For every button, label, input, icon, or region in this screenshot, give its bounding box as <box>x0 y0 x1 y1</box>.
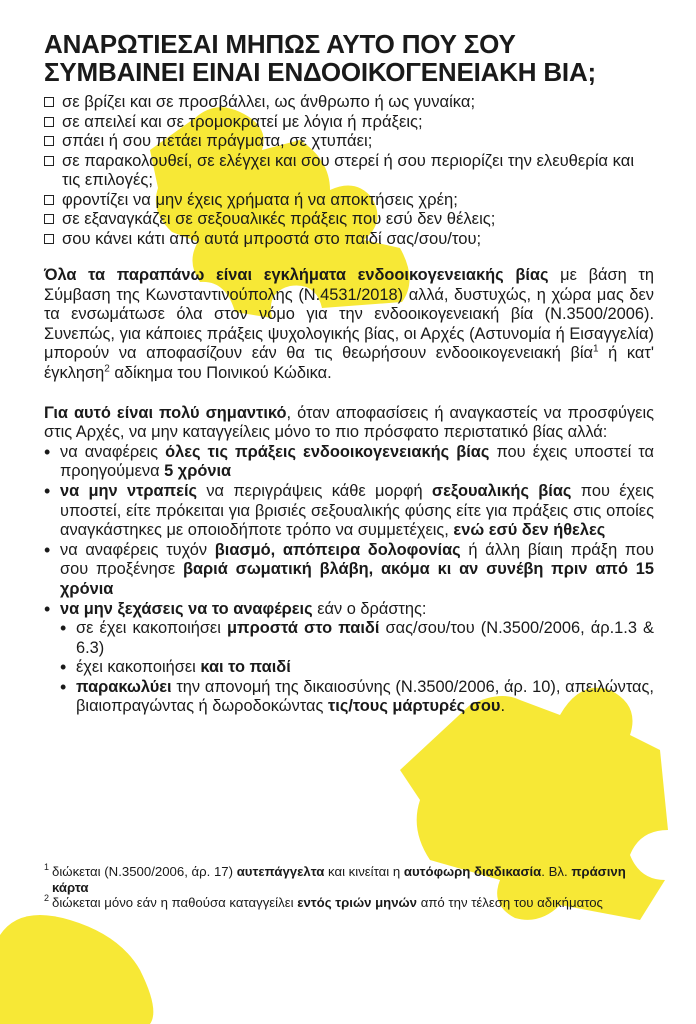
list-item: • να αναφέρεις τυχόν βιασμό, απόπειρα δολοφονίας ή άλλη βίαιη πράξη που σου προξένησε βαριά σωματική βλάβη, ακόμα κι αν συνέβη πριν από 15 χρόνια <box>44 541 654 600</box>
checkbox-icon[interactable] <box>44 156 54 166</box>
checklist-item[interactable]: σε απειλεί και σε τρομοκρατεί με λόγια ή πράξεις; <box>44 112 654 132</box>
sub-list-item: • έχει κακοποιήσει και το παιδί <box>60 658 654 678</box>
checkbox-icon[interactable] <box>44 234 54 244</box>
advice-list <box>44 443 654 717</box>
checklist-item[interactable]: σε εξαναγκάζει σε σεξουαλικές πράξεις που εσύ δεν θέλεις; <box>44 209 654 229</box>
footnote: 2 διώκεται μόνο εάν η παθούσα καταγγείλει εντός τριών μηνών από την τέλεση του αδικήματος <box>44 893 603 910</box>
checkbox-icon[interactable] <box>44 195 54 205</box>
checklist-item[interactable]: σε βρίζει και σε προσβάλλει, ως άνθρωπο ή ως γυναίκα; <box>44 92 654 112</box>
crimes-paragraph: Όλα τα παραπάνω είναι εγκλήματα ενδοοικογενειακής βίας με βάση τη Σύμβαση της Κωνσταντινούπολης (Ν.4531/2018) αλλά, δυστυχώς, η χώρα μας δεν τα ενσωμάτωσε όλα στον νόμο για την ενδοοικογενειακή βία (Ν.3500/2006). Συνεπώς, για κάποιες πράξεις ψυχολογικής βίας, οι Αρχές (Αστυνομία ή Εισαγγελία) μπορούν να αποφασίζουν εάν θα τις θεωρήσουν ενδοοικογενειακή βία$^1$ ή κατ' έγκληση$^2$ αδίκημα του Ποινικού Κώδικα. <box>44 266 654 382</box>
footnote-ref: 2 <box>104 363 110 375</box>
sub-list <box>60 619 654 717</box>
footnote: 1 διώκεται (Ν.3500/2006, άρ. 17) αυτεπάγγελτα και κινείται η αυτόφωρη διαδικασία. Βλ. πράσινη κάρτα <box>44 862 626 895</box>
list-item: • να μην ξεχάσεις να το αναφέρεις εάν ο δράστης: • σε έχει κακοποιήσει μπροστά στο παιδί σας/σου/του (Ν.3500/2006, άρ.1.3 & 6.3) • έχει κακοποιήσει και το παιδί • παρακωλύει την απονομή της δικαιοσύνης (Ν.3500/2006, άρ. 10), απειλώντας, βιαιοπραγώντας ή δωροδοκώντας τις/τους μάρτυρές σου. <box>44 600 654 718</box>
list-item: • να μην ντραπείς να περιγράψεις κάθε μορφή σεξουαλικής βίας που έχεις υποστεί, είτε πρόκειται για βρισιές σεξουαλικής φύσης είτε για πράξεις στις οποίες αναγκάστηκες με οποιοδήποτε τρόπο να συμμετέχεις, ενώ εσύ δεν ήθελες <box>44 482 654 541</box>
sub-list-item: • σε έχει κακοποιήσει μπροστά στο παιδί σας/σου/του (Ν.3500/2006, άρ.1.3 & 6.3) <box>60 619 654 658</box>
checkbox-icon[interactable] <box>44 214 54 224</box>
list-item: • να αναφέρεις όλες τις πράξεις ενδοοικογενειακής βίας που έχεις υποστεί τα προηγούμενα 5 χρόνια <box>44 443 654 482</box>
checklist-item[interactable]: φροντίζει να μην έχεις χρήματα ή να αποκτήσεις χρέη; <box>44 190 654 210</box>
footnotes <box>44 864 654 911</box>
footnote-ref: 1 <box>593 343 599 355</box>
checklist-item[interactable]: σε παρακολουθεί, σε ελέγχει και σου στερεί ή σου περιορίζει την ελευθερία και τις επιλογές; <box>44 151 654 190</box>
sub-list-item: • παρακωλύει την απονομή της δικαιοσύνης (Ν.3500/2006, άρ. 10), απειλώντας, βιαιοπραγώντας ή δωροδοκώντας τις/τους μάρτυρές σου. <box>60 678 654 717</box>
main-content <box>44 30 654 717</box>
checklist <box>44 92 654 248</box>
checkbox-icon[interactable] <box>44 136 54 146</box>
checklist-item[interactable]: σου κάνει κάτι από αυτά μπροστά στο παιδί σας/σου/του; <box>44 229 654 249</box>
importance-paragraph: Για αυτό είναι πολύ σημαντικό, όταν αποφασίσεις ή αναγκαστείς να προσφύγεις στις Αρχές, να μην καταγγείλεις μόνο το πιο πρόσφατο περιστατικό βίας αλλά: <box>44 403 654 442</box>
checklist-item[interactable]: σπάει ή σου πετάει πράγματα, σε χτυπάει; <box>44 131 654 151</box>
page-title: ΑΝΑΡΩΤΙΕΣΑΙ ΜΗΠΩΣ ΑΥΤΟ ΠΟΥ ΣΟΥ ΣΥΜΒΑΙΝΕΙ ΕΙΝΑΙ ΕΝΔΟΟΙΚΟΓΕΝΕΙΑΚΗ ΒΙΑ; <box>44 29 596 87</box>
blob-shape <box>0 915 153 1024</box>
checkbox-icon[interactable] <box>44 117 54 127</box>
checkbox-icon[interactable] <box>44 97 54 107</box>
